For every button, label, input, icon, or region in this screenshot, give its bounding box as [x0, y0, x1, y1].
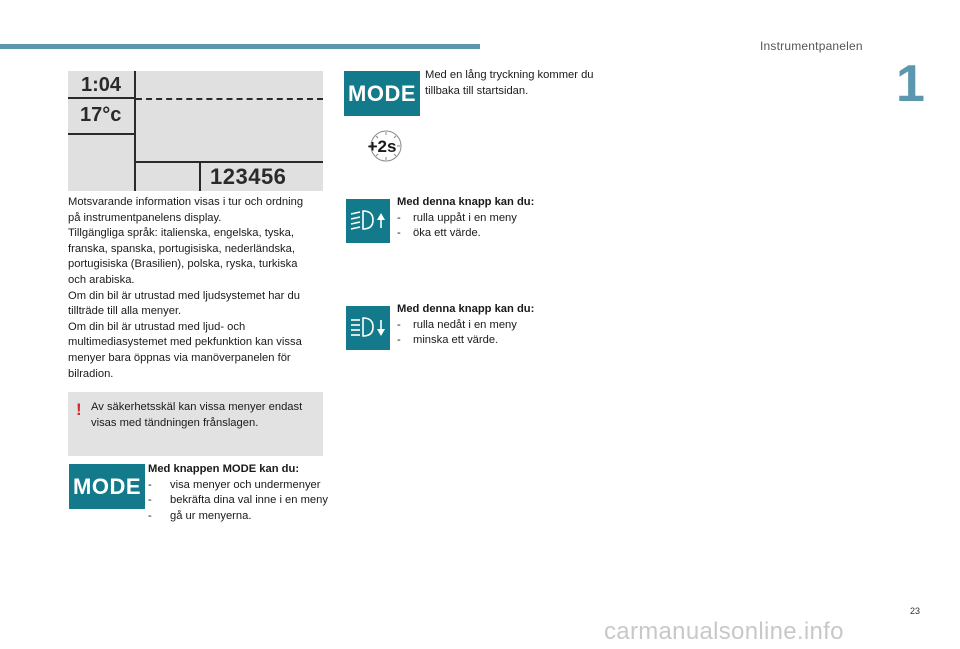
body-line: tillträde till alla menyer.	[68, 305, 182, 318]
mode-button-icon: MODE	[69, 464, 145, 509]
body-line: multimediasystemet med pekfunktion kan vissa	[68, 336, 302, 349]
body-line: Tillgängliga språk: italienska, engelska, tyska,	[68, 227, 294, 240]
up-heading: Med denna knapp kan du:	[397, 196, 535, 208]
body-line: Om din bil är utrustad med ljud- och	[68, 320, 246, 333]
body-line: franska, spanska, portugisiska, nederländska,	[68, 242, 295, 255]
chapter-number: 1	[896, 55, 925, 113]
body-line: Om din bil är utrustad med ljudsystemet har du	[68, 289, 300, 302]
display-odometer: 123456	[210, 164, 287, 189]
body-line: och arabiska.	[68, 273, 135, 286]
warning-text: Av säkerhetsskäl kan vissa menyer endast visas med tändningen frånslagen.	[91, 401, 303, 429]
list-item: - öka ett värde.	[397, 227, 481, 240]
instrument-display	[68, 71, 323, 191]
body-text	[68, 195, 326, 382]
scroll-down-button-icon	[346, 306, 390, 350]
list-item: - gå ur menyerna.	[148, 509, 252, 522]
top-accent-bar	[0, 44, 480, 49]
body-line: menyer bara öppnas via manöverpanelen för	[68, 351, 291, 364]
display-time: 1:04	[81, 74, 122, 96]
page-number: 23	[909, 606, 920, 616]
list-item: - visa menyer och undermenyer	[148, 478, 321, 491]
scroll-up-button-icon	[346, 199, 390, 243]
mode-heading: Med knappen MODE kan du:	[148, 463, 300, 475]
long-press-text: Med en lång tryckning kommer du tillbaka till startsidan.	[425, 69, 594, 97]
down-heading: Med denna knapp kan du:	[397, 303, 535, 315]
timer-badge: +2s	[367, 137, 397, 156]
list-item: - rulla uppåt i en meny	[397, 211, 517, 224]
display-temperature: 17°c	[80, 104, 122, 126]
list-item: - bekräfta dina val inne i en meny	[148, 494, 328, 507]
watermark: carmanualsonline.info	[604, 618, 844, 645]
body-line: portugisiska (Brasilien), polska, ryska, turkiska	[68, 258, 298, 271]
warning-icon: !	[76, 400, 82, 419]
mode-description	[148, 462, 328, 524]
up-button-description	[397, 195, 577, 242]
mode-button-icon: MODE	[344, 71, 420, 116]
section-header: Instrumentpanelen	[760, 39, 863, 53]
warning-box	[68, 392, 323, 456]
body-line: på instrumentpanelens display.	[68, 211, 222, 224]
long-press-timer-icon	[360, 128, 404, 164]
down-button-description	[397, 302, 577, 349]
body-line: Motsvarande information visas i tur och ordning	[68, 196, 304, 208]
body-line: bilradion.	[68, 367, 114, 380]
list-item: - minska ett värde.	[397, 334, 499, 347]
list-item: - rulla nedåt i en meny	[397, 318, 517, 331]
